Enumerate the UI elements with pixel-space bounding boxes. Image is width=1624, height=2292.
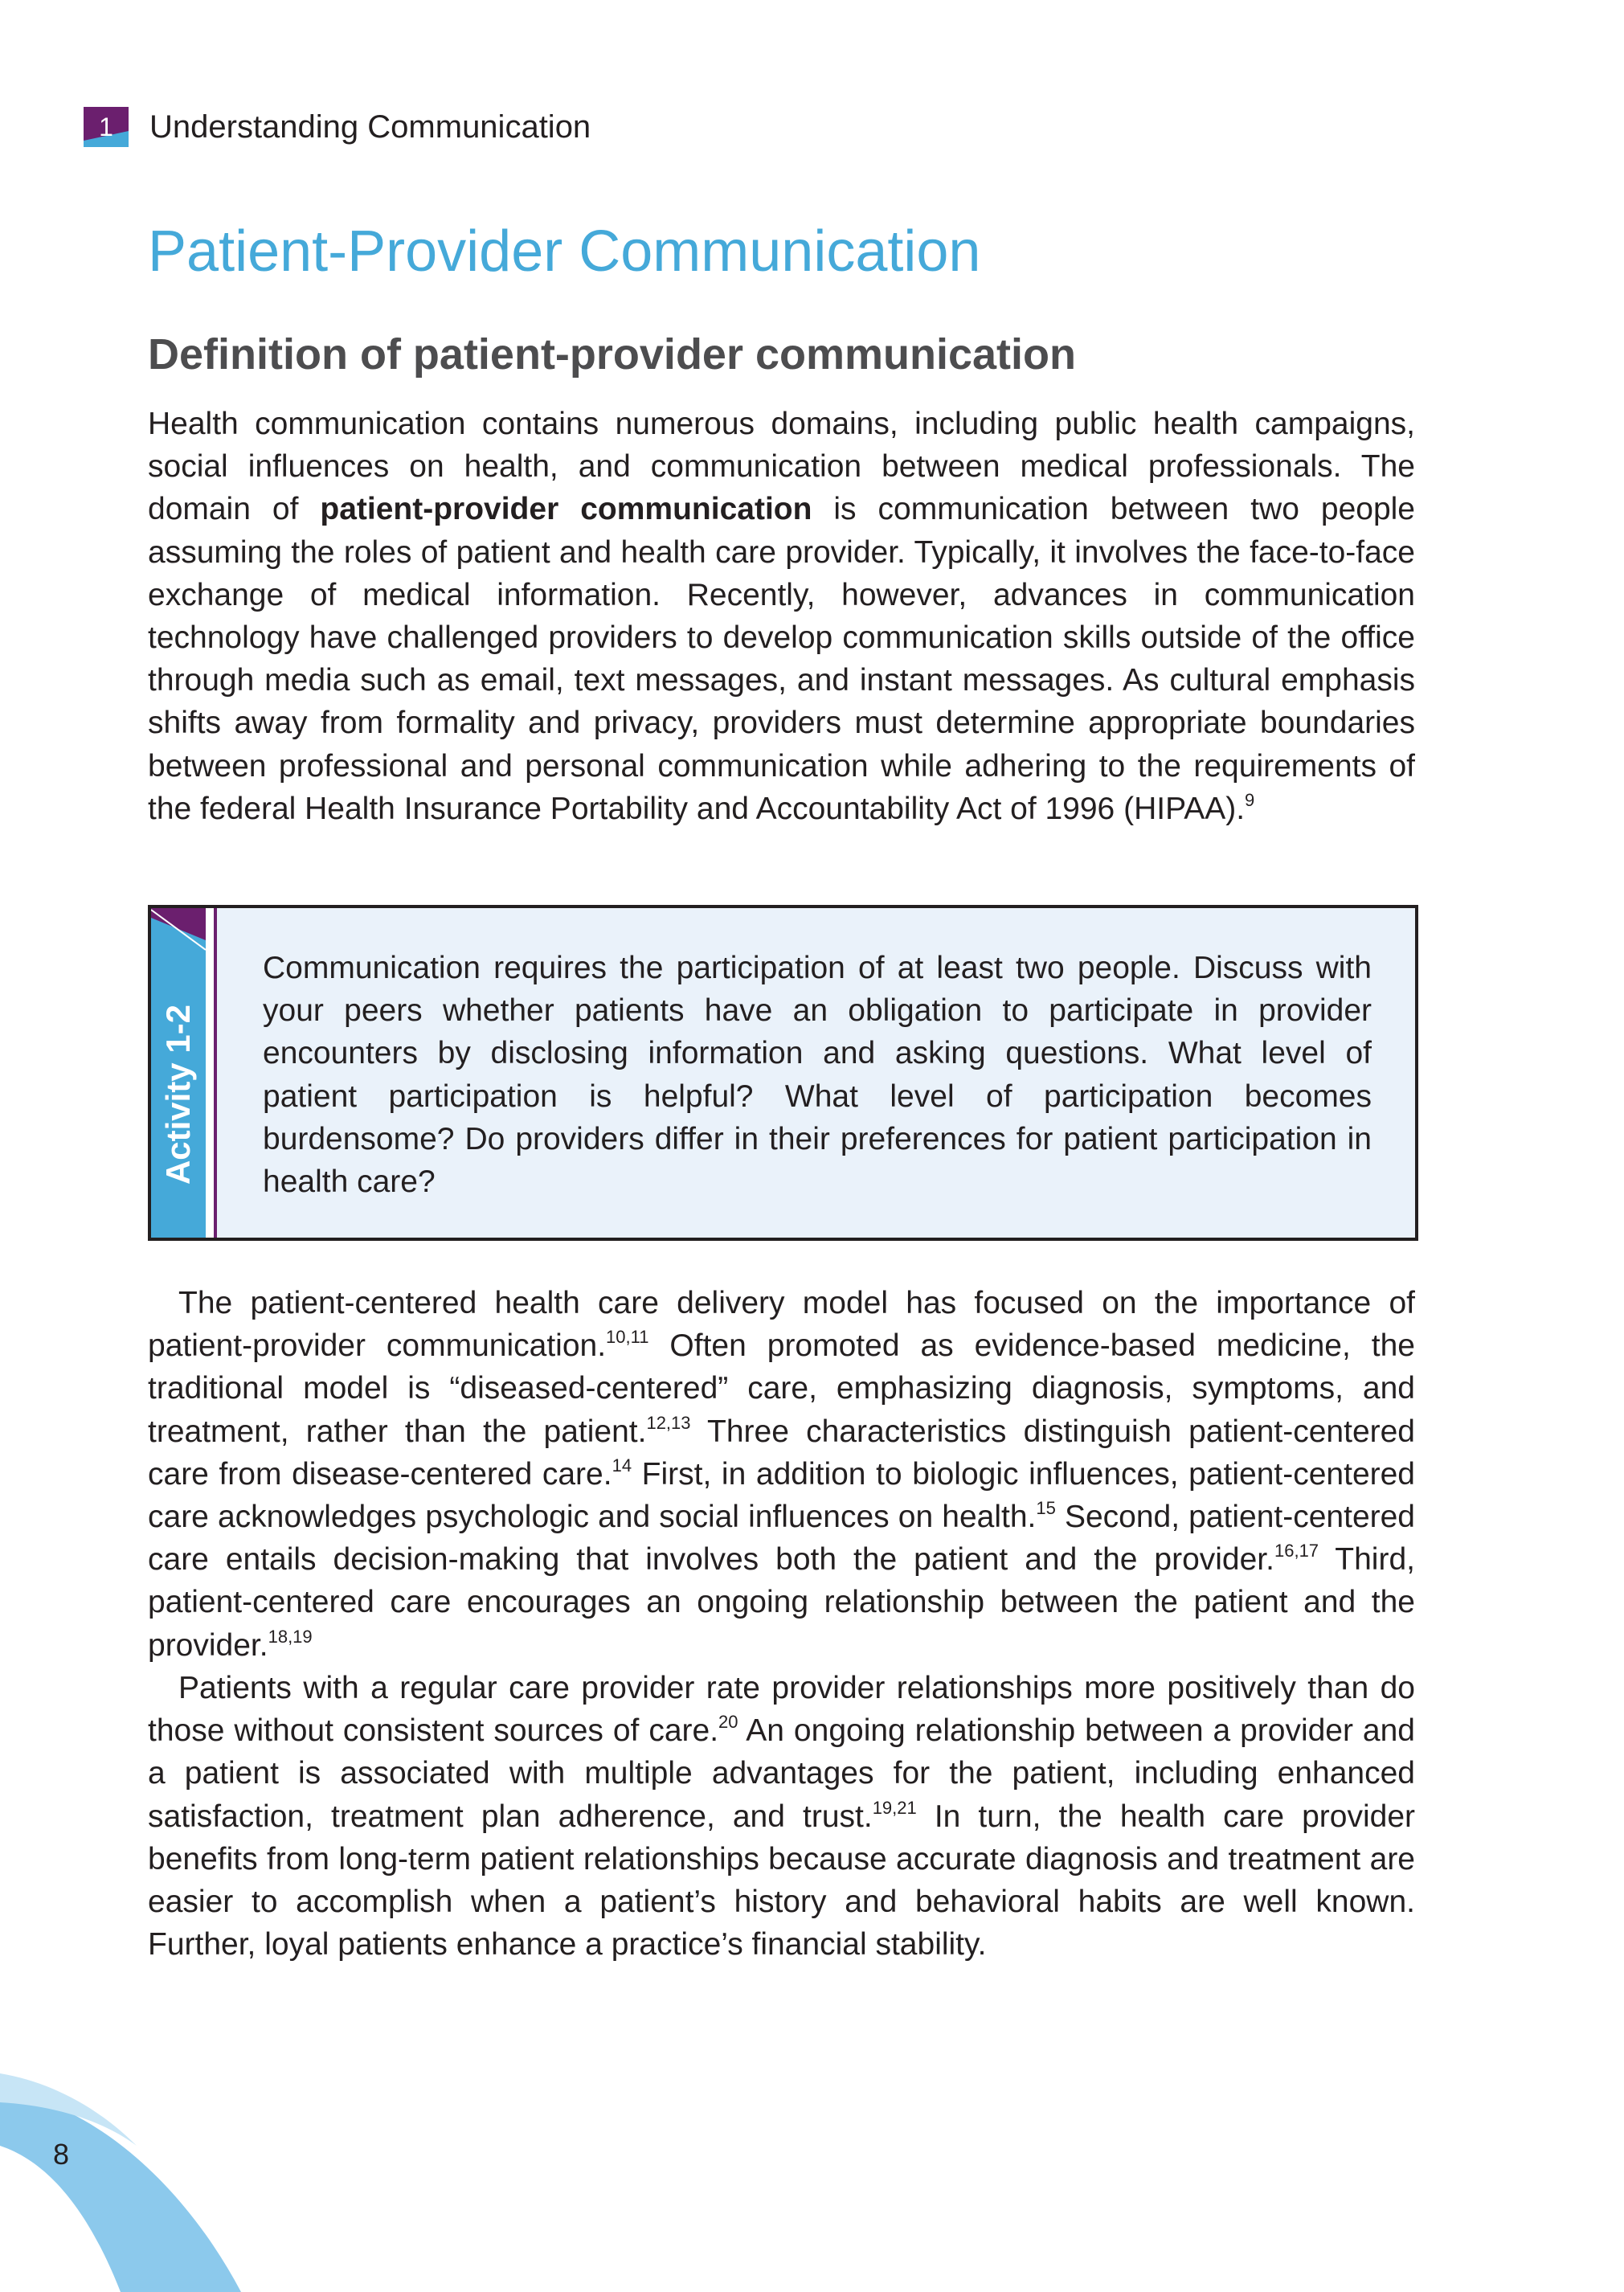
body-paragraph-2 — [148, 1282, 1415, 1667]
reference-superscript: 15 — [1036, 1498, 1056, 1519]
reference-superscript: 20 — [718, 1712, 738, 1733]
activity-tab-spacer — [206, 908, 214, 1238]
paragraph-text: Patients with a regular care provider rate provider relationships more positively than do those without consistent sources of care. — [148, 1671, 1415, 1749]
running-header — [84, 106, 591, 148]
body-paragraph-1 — [148, 403, 1415, 830]
reference-superscript: 12,13 — [646, 1412, 691, 1433]
paragraph-text: In turn, the health care provider benefits from long-term patient relationships because accurate diagnosis and treatment are easier to accomplish when a patient’s history and behavioral habits are well known. Further, loyal patients enhance a practice’s financial stability. — [148, 1799, 1415, 1963]
paragraph-text: An ongoing relationship between a provider and a patient is associated with multiple advantages for the patient, including enhanced satisfaction, treatment plan adherence, and trust. — [148, 1713, 1415, 1834]
paragraph-text: is communication between two people assuming the roles of patient and health care provider. Typically, it involves the face-to-face exchange of medical information. Recently, however, advances in communication technology have challenged providers to develop communication skills outside of the office through media such as email, text messages, and instant messages. As cultural emphasis shifts away from formality and privacy, providers must determine appropriate boundaries between professional and personal communication while adhering to the requirements of the federal Health Insurance Portability and Accountability Act of 1996 (HIPAA). — [148, 492, 1415, 826]
paragraph-text: The patient-centered health care delivery model has focused on the importance of patient-provider communication. — [148, 1286, 1415, 1364]
section-title: Patient-Provider Communication — [148, 219, 981, 284]
activity-box — [148, 905, 1418, 1241]
paragraph-text: Third, patient-centered care encourages an ongoing relationship between the patient and the provider. — [148, 1542, 1415, 1663]
reference-superscript: 19,21 — [872, 1797, 917, 1818]
paragraph-text: Second, patient-centered care entails decision-making that involves both the patient and the provider. — [148, 1500, 1415, 1578]
activity-label: Activity 1-2 — [159, 1004, 197, 1185]
reference-superscript: 18,19 — [268, 1626, 313, 1647]
paragraph-text: Health communication contains numerous domains, including public health campaigns, social influences on health, and communication between medical professionals. The domain of — [148, 407, 1415, 527]
paragraph-text: First, in addition to biologic influences, patient-centered care acknowledges psychologic and social influences on health. — [148, 1456, 1416, 1535]
reference-superscript: 10,11 — [606, 1327, 649, 1348]
key-term: patient-provider communication — [320, 492, 812, 527]
activity-tab — [151, 908, 206, 1238]
chapter-number-badge — [84, 107, 129, 147]
reference-superscript: 9 — [1245, 789, 1255, 810]
chapter-title: Understanding Communication — [149, 108, 591, 145]
paragraph-text: Three characteristics distinguish patient-centered care from disease-centered care. — [148, 1414, 1415, 1492]
reference-superscript: 14 — [612, 1455, 632, 1475]
paragraph-text: Often promoted as evidence-based medicine, the traditional model is “diseased-centered” care, emphasizing diagnosis, symptoms, and treatment, rather than the patient. — [148, 1328, 1415, 1449]
reference-superscript: 16,17 — [1274, 1541, 1319, 1561]
body-paragraph-3 — [148, 1667, 1415, 1966]
activity-text: Communication requires the participation of at least two people. Discuss with your peers whether patients have an obligation to participate in provider encounters by disclosing information and asking questions. What level of patient participation is helpful? What level of participation becomes burdensome? Do providers differ in their preferences for patient participation in health care? — [263, 951, 1372, 1200]
page-number: 8 — [53, 2138, 70, 2171]
subsection-title: Definition of patient-provider communication — [148, 330, 1077, 379]
activity-tab-rule — [214, 908, 217, 1238]
chapter-number: 1 — [99, 112, 113, 141]
page-corner-wave — [0, 2073, 370, 2292]
